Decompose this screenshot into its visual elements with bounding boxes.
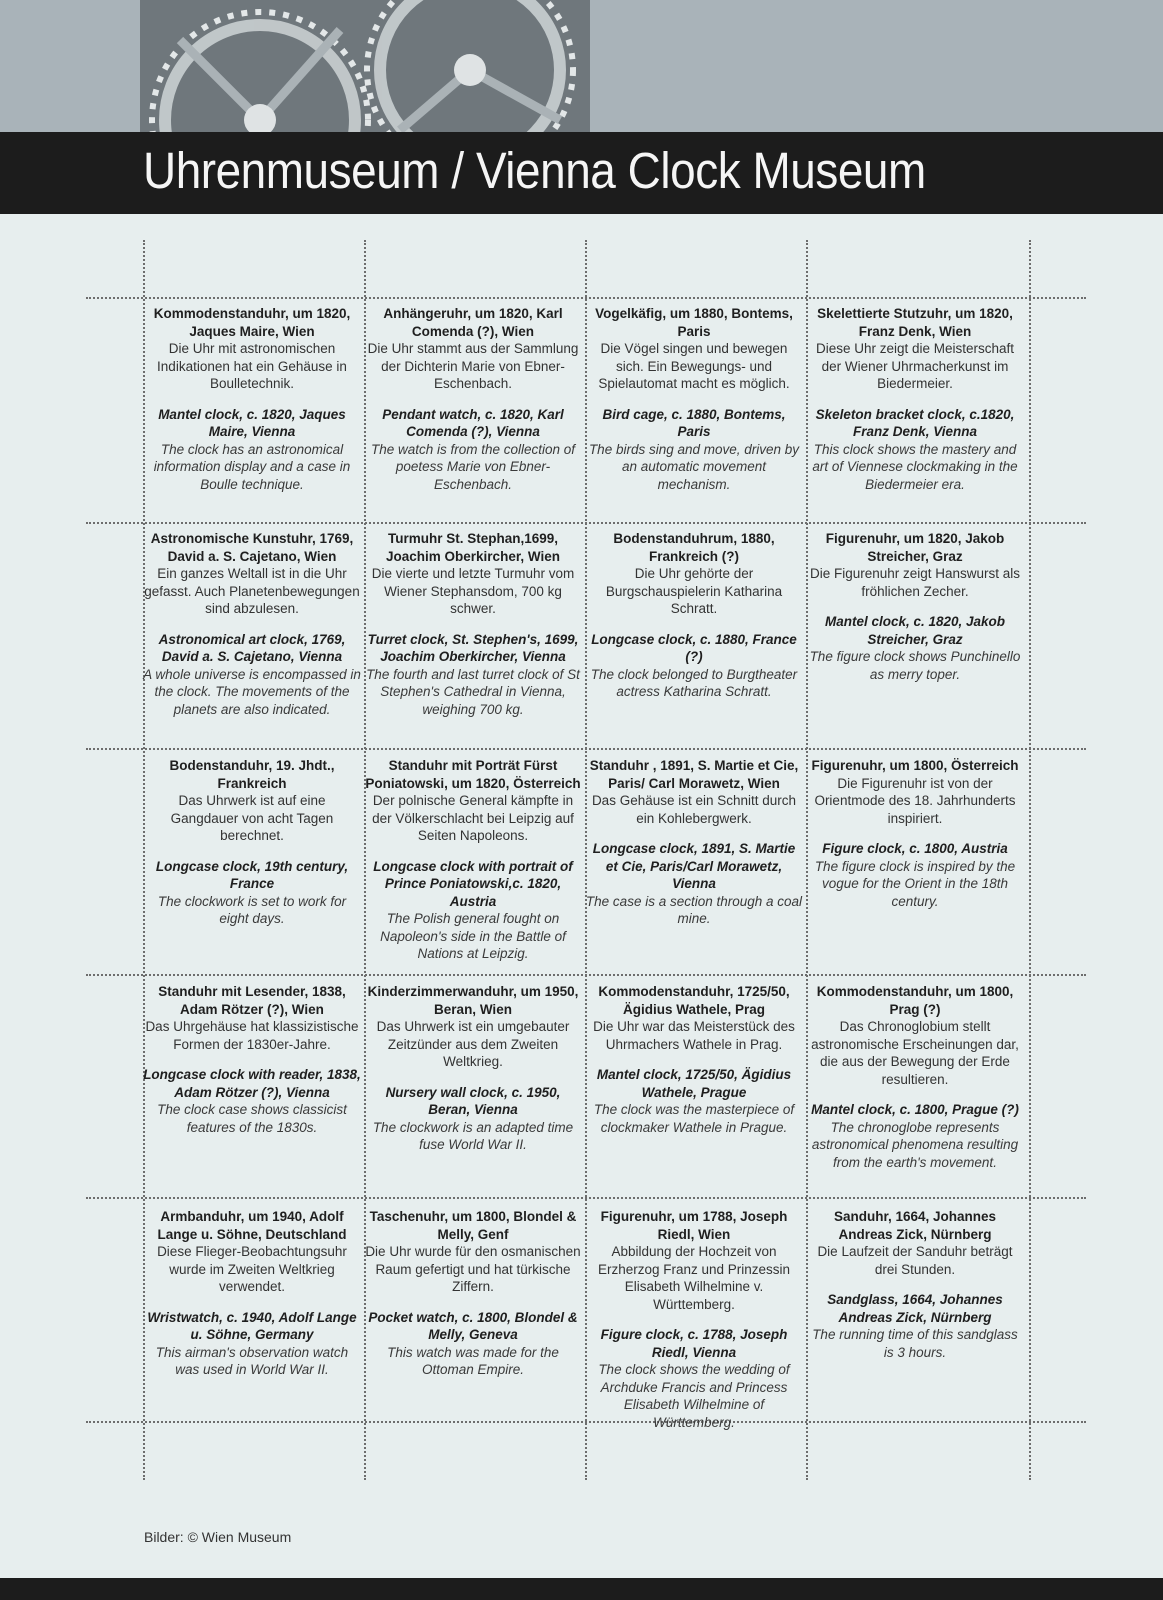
- stamp-text-english: The birds sing and move, driven by an automatic movement mechanism.: [588, 441, 800, 492]
- stamp-caption: [143, 530, 361, 718]
- stamp-text-english: The fourth and last turret clock of St Stephen's Cathedral in Vienna, weighing 700 kg.: [366, 666, 580, 717]
- stamp-title-german: Bodenstanduhr, 19. Jhdt., Frankreich: [169, 758, 335, 791]
- stamp-title-english: Turret clock, St. Stephen's, 1699, Joachim Oberkircher, Vienna: [367, 631, 579, 664]
- perforation-horizontal: [86, 522, 1086, 524]
- stamp-text-german: Die Figurenuhr zeigt Hanswurst als fröhlichen Zecher.: [809, 566, 1021, 599]
- stamp-text-german: Das Uhrgehäuse hat klassizistische Formen der 1830er-Jahre.: [145, 1019, 359, 1052]
- stamp-title-german: Turmuhr St. Stephan,1699, Joachim Oberkircher, Wien: [386, 531, 560, 564]
- image-credit: Bilder: © Wien Museum: [144, 1529, 292, 1545]
- spacer: [364, 845, 582, 858]
- stamp-title-german: Taschenuhr, um 1800, Blondel & Melly, Genf: [369, 1209, 577, 1242]
- spacer: [585, 1313, 803, 1326]
- stamp-caption: [585, 1208, 803, 1431]
- spacer: [806, 827, 1024, 840]
- stamp-text-english: A whole universe is encompassed in the clock. The movements of the planets are also indicated.: [143, 666, 361, 717]
- stamp-caption: [806, 530, 1024, 683]
- stamp-text-german: Die Uhr stammt aus der Sammlung der Dichterin Marie von Ebner-Eschenbach.: [367, 341, 579, 391]
- stamp-text-english: This airman's observation watch was used in World War II.: [155, 1344, 349, 1377]
- stamp-text-english: The case is a section through a coal mine.: [585, 893, 803, 926]
- stamp-text-german: Das Gehäuse ist ein Schnitt durch ein Kohlebergwerk.: [591, 793, 797, 826]
- stamp-title-german: Standuhr , 1891, S. Martie et Cie, Paris/ Carl Morawetz, Wien: [589, 758, 799, 791]
- stamp-text-english: The clock case shows classicist features of the 1830s.: [157, 1102, 347, 1135]
- stamp-title-english: Bird cage, c. 1880, Bontems, Paris: [602, 406, 786, 439]
- stamp-text-german: Die Uhr mit astronomischen Indikationen hat ein Gehäuse in Boulletechnik.: [157, 341, 347, 391]
- stamp-text-english: This clock shows the mastery and art of Viennese clockmaking in the Biedermeier era.: [812, 441, 1018, 492]
- stamp-title-german: Kommodenstanduhr, um 1820, Jaques Maire, Wien: [153, 306, 351, 339]
- stamp-title-german: Standuhr mit Porträt Fürst Poniatowski, um 1820, Österreich: [365, 758, 581, 791]
- stamp-title-german: Armbanduhr, um 1940, Adolf Lange u. Söhne, Deutschland: [157, 1209, 347, 1242]
- stamp-caption: [585, 983, 803, 1136]
- spacer: [806, 393, 1024, 406]
- stamp-text-english: The watch is from the collection of poetess Marie von Ebner-Eschenbach.: [370, 441, 576, 492]
- spacer: [364, 1296, 582, 1309]
- stamp-title-english: Astronomical art clock, 1769, David a. S. Cajetano, Vienna: [158, 631, 346, 664]
- stamp-title-german: Astronomische Kunstuhr, 1769, David a. S. Cajetano, Wien: [150, 531, 354, 564]
- stamp-caption: [364, 757, 582, 963]
- spacer: [143, 1053, 361, 1066]
- stamp-caption: [143, 305, 361, 493]
- stamp-title-english: Wristwatch, c. 1940, Adolf Lange u. Söhne, Germany: [147, 1309, 357, 1342]
- stamp-text-german: Die Uhr war das Meisterstück des Uhrmachers Wathele in Prag.: [593, 1019, 795, 1052]
- stamp-title-german: Standuhr mit Lesender, 1838, Adam Rötzer (?), Wien: [158, 984, 346, 1017]
- stamp-caption: [364, 1208, 582, 1379]
- stamp-text-english: The chronoglobe represents astronomical phenomena resulting from the earth's movement.: [811, 1119, 1019, 1170]
- stamp-text-english: The clock belonged to Burgtheater actress Katharina Schratt.: [590, 666, 798, 699]
- stamp-caption: [364, 305, 582, 493]
- clockwork-gears-image: [140, 0, 590, 132]
- stamp-title-english: Longcase clock, 19th century, France: [155, 858, 349, 891]
- spacer: [364, 393, 582, 406]
- stamp-text-english: This watch was made for the Ottoman Empire.: [387, 1344, 559, 1377]
- stamp-title-german: Kommodenstanduhr, 1725/50, Ägidius Wathele, Prag: [598, 984, 790, 1017]
- stamp-text-german: Diese Flieger-Beobachtungsuhr wurde im Zweiten Weltkrieg verwendet.: [157, 1244, 347, 1294]
- stamp-caption: [143, 757, 361, 928]
- spacer: [364, 1071, 582, 1084]
- spacer: [364, 618, 582, 631]
- stamp-text-german: Das Uhrwerk ist auf eine Gangdauer von acht Tagen berechnet.: [170, 793, 334, 843]
- stamp-title-english: Mantel clock, c. 1820, Jaques Maire, Vienna: [158, 406, 346, 439]
- stamp-text-german: Die Uhr wurde für den osmanischen Raum gefertigt und hat türkische Ziffern.: [365, 1244, 581, 1294]
- stamp-text-german: Die Laufzeit der Sanduhr beträgt drei Stunden.: [817, 1244, 1013, 1277]
- perforation-vertical: [1029, 240, 1031, 1480]
- stamp-title-german: Kommodenstanduhr, um 1800, Prag (?): [816, 984, 1014, 1017]
- stamp-text-german: Die Figurenuhr ist von der Orientmode des 18. Jahrhunderts inspiriert.: [814, 775, 1016, 826]
- stamp-title-german: Vogelkäfig, um 1880, Bontems, Paris: [595, 306, 793, 339]
- stamp-text-english: The clock shows the wedding of Archduke Francis and Princess Elisabeth Wilhelmine of Württemberg.: [598, 1362, 790, 1430]
- perforation-horizontal: [86, 297, 1086, 299]
- stamp-title-english: Mantel clock, c. 1800, Prague (?): [811, 1102, 1019, 1117]
- stamp-title-german: Skelettierte Stutzuhr, um 1820, Franz Denk, Wien: [817, 306, 1013, 339]
- stamp-caption: [806, 1208, 1024, 1361]
- stamp-caption: [585, 305, 803, 493]
- perforation-horizontal: [86, 974, 1086, 976]
- stamp-text-english: The clock has an astronomical information display and a case in Boulle technique.: [153, 441, 351, 492]
- stamp-title-german: Figurenuhr, um 1800, Österreich: [811, 758, 1019, 773]
- stamp-text-english: The figure clock shows Punchinello as merry toper.: [809, 649, 1021, 682]
- stamp-title-german: Figurenuhr, um 1820, Jakob Streicher, Graz: [825, 531, 1005, 564]
- stamp-title-english: Mantel clock, 1725/50, Ägidius Wathele, Prague: [596, 1067, 792, 1100]
- stamp-title-german: Kinderzimmerwanduhr, um 1950, Beran, Wien: [367, 984, 579, 1017]
- stamp-text-english: The running time of this sandglass is 3 hours.: [812, 1327, 1018, 1360]
- stamp-caption: [143, 1208, 361, 1379]
- stamp-caption: [806, 757, 1024, 910]
- stamp-caption: [585, 757, 803, 928]
- stamp-text-german: Der polnische General kämpfte in der Völkerschlacht bei Leipzig auf Seiten Napoleons.: [372, 793, 574, 843]
- perforation-horizontal: [86, 1197, 1086, 1199]
- stamp-title-german: Sanduhr, 1664, Johannes Andreas Zick, Nürnberg: [833, 1209, 997, 1242]
- stamp-text-german: Die Vögel singen und bewegen sich. Ein Bewegungs- und Spielautomat macht es möglich.: [598, 341, 790, 391]
- spacer: [585, 1053, 803, 1066]
- stamp-title-english: Nursery wall clock, c. 1950, Beran, Vienna: [385, 1084, 561, 1117]
- spacer: [585, 827, 803, 840]
- stamp-text-german: Ein ganzes Weltall ist in die Uhr gefasst. Auch Planetenbewegungen sind abzulesen.: [144, 566, 360, 616]
- stamp-caption: [364, 983, 582, 1154]
- stamp-title-english: Longcase clock with portrait of Prince Poniatowski,c. 1820, Austria: [373, 858, 573, 909]
- stamp-text-german: Die vierte und letzte Turmuhr vom Wiener Stephansdom, 700 kg schwer.: [371, 566, 575, 616]
- stamp-text-english: The clockwork is an adapted time fuse World War II.: [372, 1119, 574, 1152]
- spacer: [585, 618, 803, 631]
- stamp-caption: [585, 530, 803, 701]
- stamp-caption: [806, 983, 1024, 1171]
- stamp-title-german: Bodenstanduhrum, 1880, Frankreich (?): [613, 531, 775, 564]
- spacer: [806, 1088, 1024, 1101]
- stamp-title-english: Longcase clock, 1891, S. Martie et Cie, Paris/Carl Morawetz, Vienna: [592, 841, 796, 891]
- stamp-text-german: Abbildung der Hochzeit von Erzherzog Franz und Prinzessin Elisabeth Wilhelmine v. Württemberg.: [597, 1244, 791, 1312]
- page-title: Uhrenmuseum / Vienna Clock Museum: [143, 142, 926, 199]
- spacer: [806, 600, 1024, 613]
- stamp-caption: [806, 305, 1024, 493]
- stamp-text-english: The clockwork is set to work for eight days.: [157, 893, 347, 926]
- stamp-title-english: Sandglass, 1664, Johannes Andreas Zick, Nürnberg: [827, 1292, 1003, 1325]
- spacer: [143, 845, 361, 858]
- stamp-title-english: Longcase clock, c. 1880, France (?): [591, 631, 797, 664]
- stamp-title-german: Figurenuhr, um 1788, Joseph Riedl, Wien: [600, 1209, 788, 1242]
- stamp-caption: [364, 530, 582, 718]
- stamp-text-english: The Polish general fought on Napoleon's side in the Battle of Nations at Leipzig.: [380, 911, 566, 961]
- spacer: [143, 618, 361, 631]
- stamp-title-english: Figure clock, c. 1800, Austria: [822, 841, 1008, 856]
- spacer: [585, 393, 803, 406]
- stamp-title-english: Mantel clock, c. 1820, Jakob Streicher, Graz: [824, 614, 1006, 647]
- stamp-caption: [143, 983, 361, 1136]
- stamp-text-german: Die Uhr gehörte der Burgschauspielerin Katharina Schratt.: [605, 566, 783, 616]
- perforation-horizontal: [86, 748, 1086, 750]
- stamp-title-german: Anhängeruhr, um 1820, Karl Comenda (?), Wien: [383, 306, 563, 339]
- stamp-title-english: Longcase clock with reader, 1838, Adam Rötzer (?), Vienna: [143, 1067, 361, 1100]
- spacer: [143, 1296, 361, 1309]
- stamp-text-german: Das Uhrwerk ist ein umgebauter Zeitzünder aus dem Zweiten Weltkrieg.: [376, 1019, 570, 1069]
- stamp-title-english: Figure clock, c. 1788, Joseph Riedl, Vienna: [600, 1327, 788, 1360]
- stamp-text-german: Diese Uhr zeigt die Meisterschaft der Wiener Uhrmacherkunst im Biedermeier.: [815, 341, 1015, 391]
- stamp-title-english: Pocket watch, c. 1800, Blondel & Melly, Geneva: [368, 1309, 578, 1342]
- stamp-title-english: Pendant watch, c. 1820, Karl Comenda (?), Vienna: [382, 406, 564, 439]
- spacer: [806, 1278, 1024, 1291]
- stamp-title-english: Skeleton bracket clock, c.1820, Franz Denk, Vienna: [815, 406, 1015, 439]
- stamp-text-german: Das Chronoglobium stellt astronomische Erscheinungen dar, die aus der Bewegung der Erde resultieren.: [811, 1019, 1019, 1087]
- footer-bar: [0, 1578, 1163, 1600]
- spacer: [143, 393, 361, 406]
- stamp-text-english: The clock was the masterpiece of clockmaker Wathele in Prague.: [593, 1102, 795, 1135]
- stamp-text-english: The figure clock is inspired by the vogue for the Orient in the 18th century.: [814, 858, 1016, 909]
